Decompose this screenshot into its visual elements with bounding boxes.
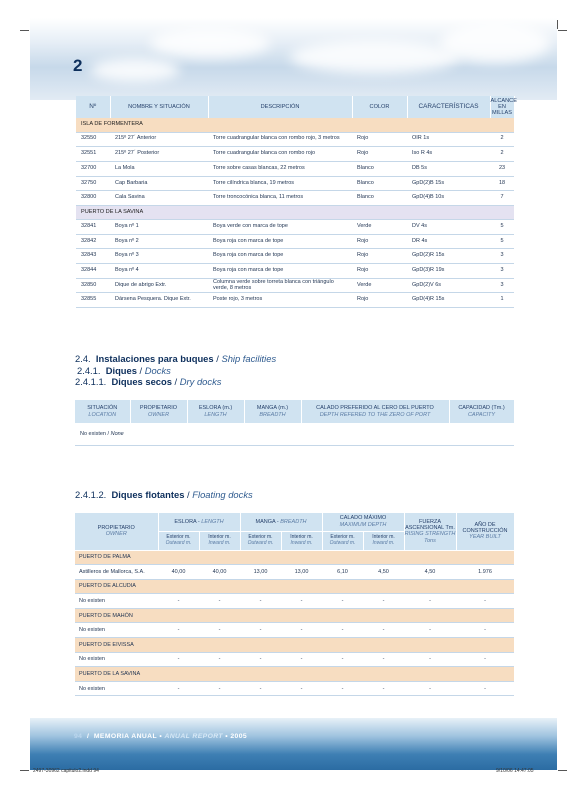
col-subheader [363,531,404,550]
table-cell: Boya roja con marca de tope [208,264,352,279]
table-cell: 215º 27´ Posterior [110,147,208,162]
print-slug-left: 2497-30962 capitulo2.indd 94 [33,768,99,774]
col-header [75,400,130,423]
table-cell: 40,00 [199,565,240,580]
table-row [76,278,514,293]
table-cell: - [199,623,240,638]
heading-2-4-1-1 [75,376,221,387]
table-cell: 2 [490,132,514,147]
print-slug-right: 9/10/06 14:47:05 [496,768,534,774]
table-cell: - [158,594,199,609]
header-sep: - [275,518,281,525]
floating-docks-table [75,513,515,696]
header-es: MANGA [255,518,276,525]
header-es: Interior m. [290,533,313,540]
section-row [75,638,514,653]
table-cell: Boya nº 4 [110,264,208,279]
col-header: Nº [76,96,110,118]
section-row [76,118,514,132]
header-en: MAXIMUM DEPTH [339,521,387,528]
table-cell: 32551 [76,147,110,162]
table-cell: Boya verde con marca de tope [208,219,352,234]
table-cell: Columna verde sobre torreta blanca con triángulo verde, 8 metros [208,278,352,293]
table-cell: DV 4s [407,219,490,234]
header-en: BREADTH [280,518,307,525]
footer-band [30,718,557,770]
footer-title-en: ANUAL REPORT [164,733,223,740]
table-cell: - [404,594,456,609]
header-en: Outward m. [329,539,356,546]
table-row [76,293,514,308]
section-title: PUERTO DE MAHÓN [75,608,514,623]
table-cell: - [363,594,404,609]
table-cell: Torre cilíndrica blanca, 19 metros [208,176,352,191]
table-row [75,623,514,638]
heading-es: Diques secos [111,376,172,387]
floating-header-row [75,513,514,531]
table-cell: 4,50 [363,565,404,580]
table-cell: 40,00 [158,565,199,580]
table-cell: - [240,652,281,667]
heading-es: Instalaciones para buques [95,353,214,364]
col-header: CARACTERÍSTICAS [407,96,490,118]
header-en: OWNER [147,411,170,418]
table-cell: 32841 [76,219,110,234]
table-cell: Blanco [352,161,407,176]
table-cell: - [456,594,514,609]
table-cell: No existen [75,681,158,696]
table-cell: 2 [490,147,514,162]
col-header-force [404,513,456,550]
table-cell: OIR 1s [407,132,490,147]
table-cell: - [363,623,404,638]
table-cell: 13,00 [281,565,322,580]
section-title: PUERTO DE PALMA [75,550,514,565]
header-es: Interior m. [372,533,395,540]
table-cell: Rojo [352,132,407,147]
dry-docks-table [75,400,515,446]
table-cell: 3 [490,264,514,279]
table-cell: 18 [490,176,514,191]
heading-en: Dry docks [179,376,222,387]
header-en: OWNER [105,531,127,538]
table-cell: - [363,652,404,667]
table-cell: 3 [490,249,514,264]
header-es: Exterior m. [330,533,355,540]
table-cell: Dique de abrigo Extr. [110,278,208,293]
heading-2-4-1 [77,365,171,376]
table-row [75,594,514,609]
col-subheader [240,531,281,550]
table-cell: - [322,623,363,638]
table-row [75,652,514,667]
table-cell: - [322,594,363,609]
heading-number: 2.4.1. [77,365,101,376]
col-header: COLOR [352,96,407,118]
table-cell: - [158,681,199,696]
heading-number: 2.4.1.2. [75,489,107,500]
table-cell: - [240,623,281,638]
table-cell: GpD(4)B 10s [407,191,490,206]
footer-dot: • [225,733,229,740]
col-header: NOMBRE Y SITUACIÓN [110,96,208,118]
table-row [76,264,514,279]
table-cell: 32855 [76,293,110,308]
table-row [76,161,514,176]
table-cell: Boya roja con marca de tope [208,234,352,249]
col-subheader [322,531,363,550]
table-cell: Iso R 4s [407,147,490,162]
header-es: PROPIETARIO [97,524,135,531]
table-cell: Rojo [352,249,407,264]
header-en: BREADTH [259,411,286,418]
table-cell: 32800 [76,191,110,206]
footer-dot: • [159,733,163,740]
table-cell: - [199,652,240,667]
header-en: CAPACITY [467,411,496,418]
table-cell: - [404,623,456,638]
table-cell: Rojo [352,264,407,279]
crop-mark [20,770,29,771]
heading-sep: / [171,376,180,387]
table-cell: - [199,681,240,696]
header-en: Inward m. [208,539,231,546]
crop-mark [558,770,567,771]
table-cell: - [404,681,456,696]
page-number: 94 [74,733,83,740]
col-header [187,400,244,423]
section-title: PUERTO DE EIVISSA [75,638,514,653]
table-cell: Dársena Pesquera. Dique Extr. [110,293,208,308]
header-es: MANGA (m.) [256,405,289,412]
table-cell: DB 5s [407,161,490,176]
col-header: DESCRIPCIÓN [208,96,352,118]
heading-en: Docks [144,365,171,376]
section-title: ISLA DE FORMENTERA [76,118,514,132]
header-es: AÑO DE CONSTRUCCIÓN [462,521,508,535]
table-row [76,147,514,162]
table-cell: 32842 [76,234,110,249]
table-cell: - [363,681,404,696]
header-en: RISING STRENGTH Tons [404,531,456,544]
table-cell: No existen [75,623,158,638]
table-cell: Verde [352,219,407,234]
table-row [76,191,514,206]
table-cell: No existen [75,652,158,667]
table-cell: 5 [490,219,514,234]
table-cell: Verde [352,278,407,293]
heading-sep: / [136,365,145,376]
table-cell: No existen [75,594,158,609]
table-row [76,249,514,264]
table-cell: - [240,681,281,696]
table-cell: Poste rojo, 3 metros [208,293,352,308]
table-cell: - [456,623,514,638]
col-subheader [158,531,199,550]
table-cell: Rojo [352,234,407,249]
header-es: FUERZA ASCENSIONAL Tm. [405,518,455,531]
table-cell: 32550 [76,132,110,147]
table-cell: 32750 [76,176,110,191]
heading-en: Ship facilities [221,353,277,364]
empty-en: None [110,430,124,437]
table-cell: Blanco [352,176,407,191]
table-cell: - [456,681,514,696]
table-cell: - [158,652,199,667]
heading-2-4-1-2 [75,489,253,500]
heading-sep: / [184,489,193,500]
col-header [449,400,514,423]
crop-mark [557,20,558,29]
table-row [75,423,514,445]
table-cell: DR 4s [407,234,490,249]
table-cell: Torre troncocónica blanca, 11 metros [208,191,352,206]
table-cell: Boya nº 1 [110,219,208,234]
table-cell: Torre sobre casas blancas, 22 metros [208,161,352,176]
header-es: Exterior m. [248,533,273,540]
footer-text [74,733,247,740]
table-cell: Rojo [352,147,407,162]
table-cell: 5 [490,234,514,249]
heading-es: Diques [105,365,137,376]
table-cell: Rojo [352,293,407,308]
table-cell: GpD(2)B 15s [407,176,490,191]
table-cell: 32843 [76,249,110,264]
table-cell: - [199,594,240,609]
table-cell: 1 [490,293,514,308]
header-es: Exterior m. [166,533,191,540]
table-row [76,176,514,191]
header-en: Outward m. [165,539,192,546]
header-en: LOCATION [88,411,117,418]
section-title: PUERTO DE LA SAVINA [76,205,514,219]
table-cell: - [281,623,322,638]
table-row [76,219,514,234]
col-header-year [456,513,514,550]
header-sky-image [30,18,557,100]
header-es: CALADO PREFERIDO AL CERO DEL PUERTO [316,405,434,412]
table-cell: 32844 [76,264,110,279]
table-cell: Boya roja con marca de tope [208,249,352,264]
section-row [75,579,514,594]
header-en: LENGTH [201,518,224,525]
section-row [75,550,514,565]
table-cell: Torre cuadrangular blanca con rombo rojo, 3 metros [208,132,352,147]
heading-sep: / [213,353,222,364]
table-cell: GpD(3)R 19s [407,264,490,279]
header-es: ESLORA [174,518,197,525]
crop-mark [20,30,29,31]
col-group-depth [322,513,404,531]
table-row [76,234,514,249]
header-en: Inward m. [372,539,395,546]
heading-number: 2.4.1.1. [75,376,107,387]
table-cell: Torre cuadrangular blanca con rombo rojo [208,147,352,162]
table-cell: Boya nº 2 [110,234,208,249]
table-cell: Blanco [352,191,407,206]
col-group-length [158,513,240,531]
table-cell: - [322,652,363,667]
table-cell: 4,50 [404,565,456,580]
heading-2-4 [75,353,276,364]
col-subheader [199,531,240,550]
table-cell: Cap Barbaria [110,176,208,191]
col-subheader [281,531,322,550]
header-en: Outward m. [247,539,274,546]
table-cell: Astilleros de Mallorca, S.A. [75,565,158,580]
dry-docks-header-row [75,400,514,423]
header-es: CAPACIDAD (Tm.) [458,405,505,412]
table-cell: 32700 [76,161,110,176]
table-cell: Cala Savina [110,191,208,206]
table-cell: - [456,652,514,667]
table-cell: - [158,623,199,638]
table-cell: - [322,681,363,696]
table-cell: 13,00 [240,565,281,580]
heading-es: Diques flotantes [111,489,185,500]
heading-en: Floating docks [192,489,253,500]
table-cell: 1.976 [456,565,514,580]
table-cell: Boya nº 3 [110,249,208,264]
header-en: LENGTH [204,411,227,418]
empty-sep: / [106,430,111,437]
table-cell: 7 [490,191,514,206]
table-cell: - [281,681,322,696]
table-cell: GpD(2)R 15s [407,249,490,264]
footer-sep: / [86,733,90,740]
chapter-number: 2 [73,56,83,75]
table-cell: 32850 [76,278,110,293]
heading-number: 2.4. [75,353,91,364]
table-cell: 6,10 [322,565,363,580]
empty-es: No existen [80,430,106,437]
header-es: ESLORA (m.) [198,405,233,412]
col-header [130,400,187,423]
empty-note [75,423,514,445]
footer-year: 2005 [230,733,248,740]
footer-title-es: MEMORIA ANUAL [93,733,158,740]
header-sep: - [196,518,202,525]
table-cell: 23 [490,161,514,176]
table-cell: - [281,652,322,667]
header-es: Interior m. [208,533,231,540]
col-group-breadth [240,513,322,531]
section-row [75,667,514,682]
col-header-owner [75,513,158,550]
header-en: Inward m. [290,539,313,546]
table-cell: GpD(2)V 6s [407,278,490,293]
header-es: SITUACIÓN [87,405,118,412]
header-en: DEPTH REFERED TO THE ZERO OF PORT [319,411,431,418]
table-cell: 215º 27´ Anterior [110,132,208,147]
table-cell: La Mola [110,161,208,176]
table-row [75,681,514,696]
table-row [75,565,514,580]
table-row [76,132,514,147]
header-es: CALADO MÁXIMO [339,515,387,522]
section-title: PUERTO DE LA SAVINA [75,667,514,682]
col-header [301,400,449,423]
section-title: PUERTO DE ALCUDIA [75,579,514,594]
section-row [75,608,514,623]
table-cell: GpD(4)R 15s [407,293,490,308]
crop-mark [558,30,567,31]
table-cell: - [240,594,281,609]
header-en: YEAR BUILT [469,534,501,541]
table-cell: - [281,594,322,609]
col-header: ALCANCE EN MILLAS [490,97,517,117]
section-row [76,205,514,219]
lights-table [76,96,515,308]
col-header [244,400,301,423]
table-cell: 3 [490,278,514,293]
table-cell: - [404,652,456,667]
header-es: PROPIETARIO [139,405,178,412]
lights-header-row [76,96,514,118]
